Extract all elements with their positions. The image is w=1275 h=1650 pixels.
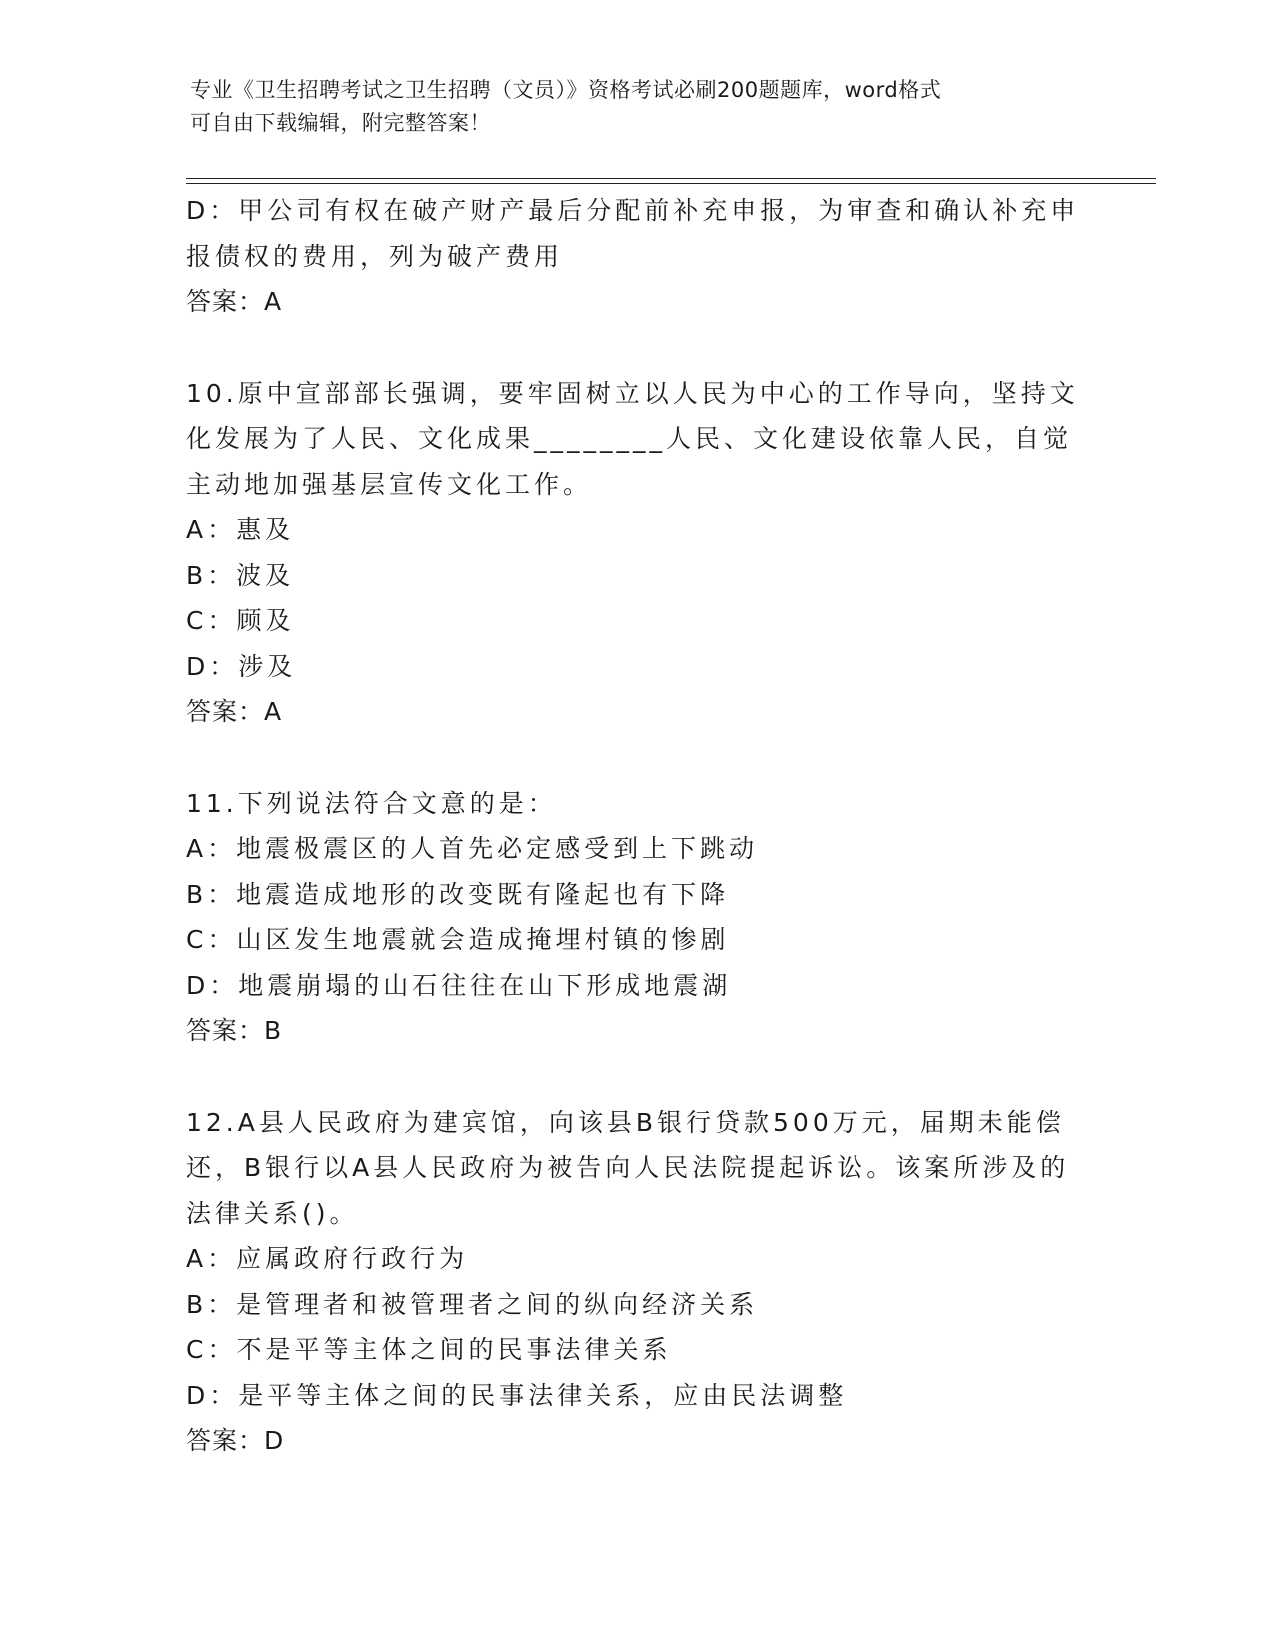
option-c: C：不是平等主体之间的民事法律关系 xyxy=(186,1335,672,1364)
option-b: B：波及 xyxy=(186,560,295,590)
header-line: 可自由下载编辑，附完整答案！ xyxy=(190,111,491,135)
header-divider xyxy=(186,178,1156,179)
question-stem-line: 还，B银行以A县人民政府为被告向人民法院提起诉讼。该案所涉及的 xyxy=(186,1153,1070,1182)
question-stem-line: 10.原中宣部部长强调，要牢固树立以人民为中心的工作导向，坚持文 xyxy=(186,378,1079,408)
option-b: B：是管理者和被管理者之间的纵向经济关系 xyxy=(186,1289,759,1319)
question-stem-line: 化发展为了人民、文化成果________人民、文化建设依靠人民，自觉 xyxy=(186,424,1073,453)
answer-line: 答案：A xyxy=(186,697,283,726)
spacer xyxy=(186,1054,1106,1100)
question-stem-line: 12.A县人民政府为建宾馆，向该县B银行贷款500万元，届期未能偿 xyxy=(186,1107,1065,1137)
option-d: D：地震崩塌的山石往往在山下形成地震湖 xyxy=(186,970,732,1000)
question-stem-line: 11.下列说法符合文意的是： xyxy=(186,788,557,818)
header-divider xyxy=(186,183,1156,184)
carryover-block xyxy=(186,188,1106,325)
option-b: B：地震造成地形的改变既有隆起也有下降 xyxy=(186,879,730,909)
option-c: C：山区发生地震就会造成掩埋村镇的惨剧 xyxy=(186,925,730,954)
option-a: A：地震极震区的人首先必定感受到上下跳动 xyxy=(186,834,759,863)
spacer xyxy=(186,325,1106,371)
document-body xyxy=(186,188,1106,1464)
spacer xyxy=(186,735,1106,781)
option-c: C：顾及 xyxy=(186,606,295,635)
question-stem-line: 主动地加强基层宣传文化工作。 xyxy=(186,469,593,499)
option-line: D：甲公司有权在破产财产最后分配前补充申报，为审查和确认补充申 xyxy=(186,196,1080,225)
document-header xyxy=(190,74,1090,140)
option-d: D：涉及 xyxy=(186,651,297,681)
question-10 xyxy=(186,371,1106,735)
option-a: A：应属政府行政行为 xyxy=(186,1244,469,1273)
option-a: A：惠及 xyxy=(186,515,295,544)
answer-line: 答案：A xyxy=(186,287,283,316)
answer-line: 答案：D xyxy=(186,1426,285,1455)
option-d: D：是平等主体之间的民事法律关系，应由民法调整 xyxy=(186,1380,848,1410)
question-stem-line: 法律关系()。 xyxy=(186,1198,359,1228)
question-12 xyxy=(186,1100,1106,1464)
question-11 xyxy=(186,781,1106,1054)
option-line: 报债权的费用，列为破产费用 xyxy=(186,241,564,271)
header-line: 专业《卫生招聘考试之卫生招聘（文员）》资格考试必刷200题题库，word格式 xyxy=(190,78,942,102)
answer-line: 答案：B xyxy=(186,1016,283,1045)
